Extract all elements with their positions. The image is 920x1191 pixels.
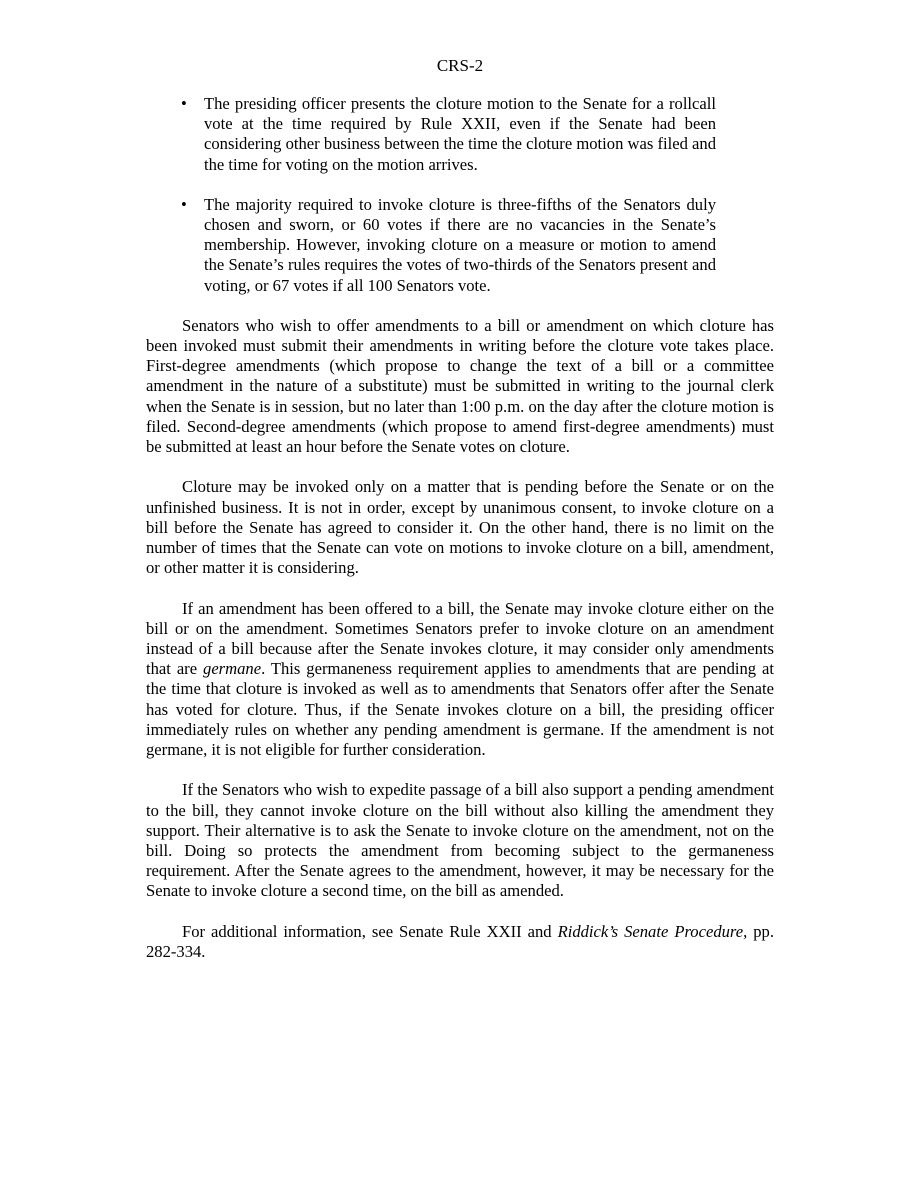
paragraph-amendment-submission: Senators who wish to offer amendments to a bill or amendment on which cloture has been invoked must submit their amendments in writing before the cloture vote takes place. First-degree amendments (which propose to change the text of a bill or a committee amendment in the nature of a substitute) must be submitted in writing to the journal clerk when the Senate is in session, but no later than 1:00 p.m. on the day after the cloture motion is filed. Second-degree amendments (which propose to amend first-degree amendments) must be submitted at least an hour before the Senate votes on cloture. — [146, 315, 774, 457]
italic-book-title: Riddick’s Senate Procedure — [557, 921, 744, 941]
italic-term-germane: germane — [203, 659, 262, 679]
bullet-text: The majority required to invoke cloture is three-fifths of the Senators duly chosen and sworn, or 60 votes if there are no vacancies in the Senate’s membership. However, invoking cloture on a measure or motion to amend the Senate’s rules requires the votes of two-thirds of the Senators present and voting, or 67 votes if all 100 Senators vote. — [204, 194, 716, 295]
bullet-list — [146, 94, 774, 296]
bullet-icon: • — [181, 194, 187, 214]
paragraph-text: , pp. 282-334. — [146, 921, 775, 962]
paragraph-text: If an amendment has been offered to a bill, the Senate may invoke cloture either on the bill or on the amendment. Sometimes Senators prefer to invoke cloture on an amendment instead of a bill because after the Senate invokes cloture, it may consider only amendments that are — [146, 598, 774, 679]
page-number-header: CRS-2 — [436, 56, 484, 75]
bullet-icon: • — [181, 94, 187, 113]
paragraph-pending-amendment: If the Senators who wish to expedite passage of a bill also support a pending amendment to the bill, they cannot invoke cloture on the bill without also killing the amendment they support. Their alternative is to ask the Senate to invoke cloture on the amendment, not on the bill. Doing so protects the amendment from becoming subject to the germaneness requirement. After the Senate agrees to the amendment, however, it may be necessary for the Senate to invoke cloture a second time, on the bill as amended. — [146, 780, 774, 901]
paragraph-pending-matter: Cloture may be invoked only on a matter that is pending before the Senate or on the unfinished business. It is not in order, except by unanimous consent, to invoke cloture on a bill before the Senate has agreed to consider it. On the other hand, there is no limit on the number of times that the Senate can vote on motions to invoke cloture on a bill, amendment, or other matter it is considering. — [146, 477, 774, 578]
paragraph-text: . This germaneness requirement applies to amendments that are pending at the time that cloture is invoked as well as to amendments that Senators offer after the Senate has voted for cloture. Thus, if the Senate invokes cloture on a bill, the presiding officer immediately rules on whether any pending amendment is germane. If the amendment is not germane, it is not eligible for further consideration. — [146, 659, 774, 760]
bullet-text: The presiding officer presents the cloture motion to the Senate for a rollcall vote at the time required by Rule XXII, even if the Senate had been considering other business between the time the cloture motion was filed and the time for voting on the motion arrives. — [204, 94, 716, 174]
paragraph-text: For additional information, see Senate Rule XXII and — [182, 921, 558, 941]
list-item — [146, 94, 774, 175]
paragraph-germaneness — [146, 599, 774, 761]
paragraph-additional-info — [146, 922, 774, 962]
document-body — [146, 94, 774, 982]
list-item — [146, 195, 774, 296]
